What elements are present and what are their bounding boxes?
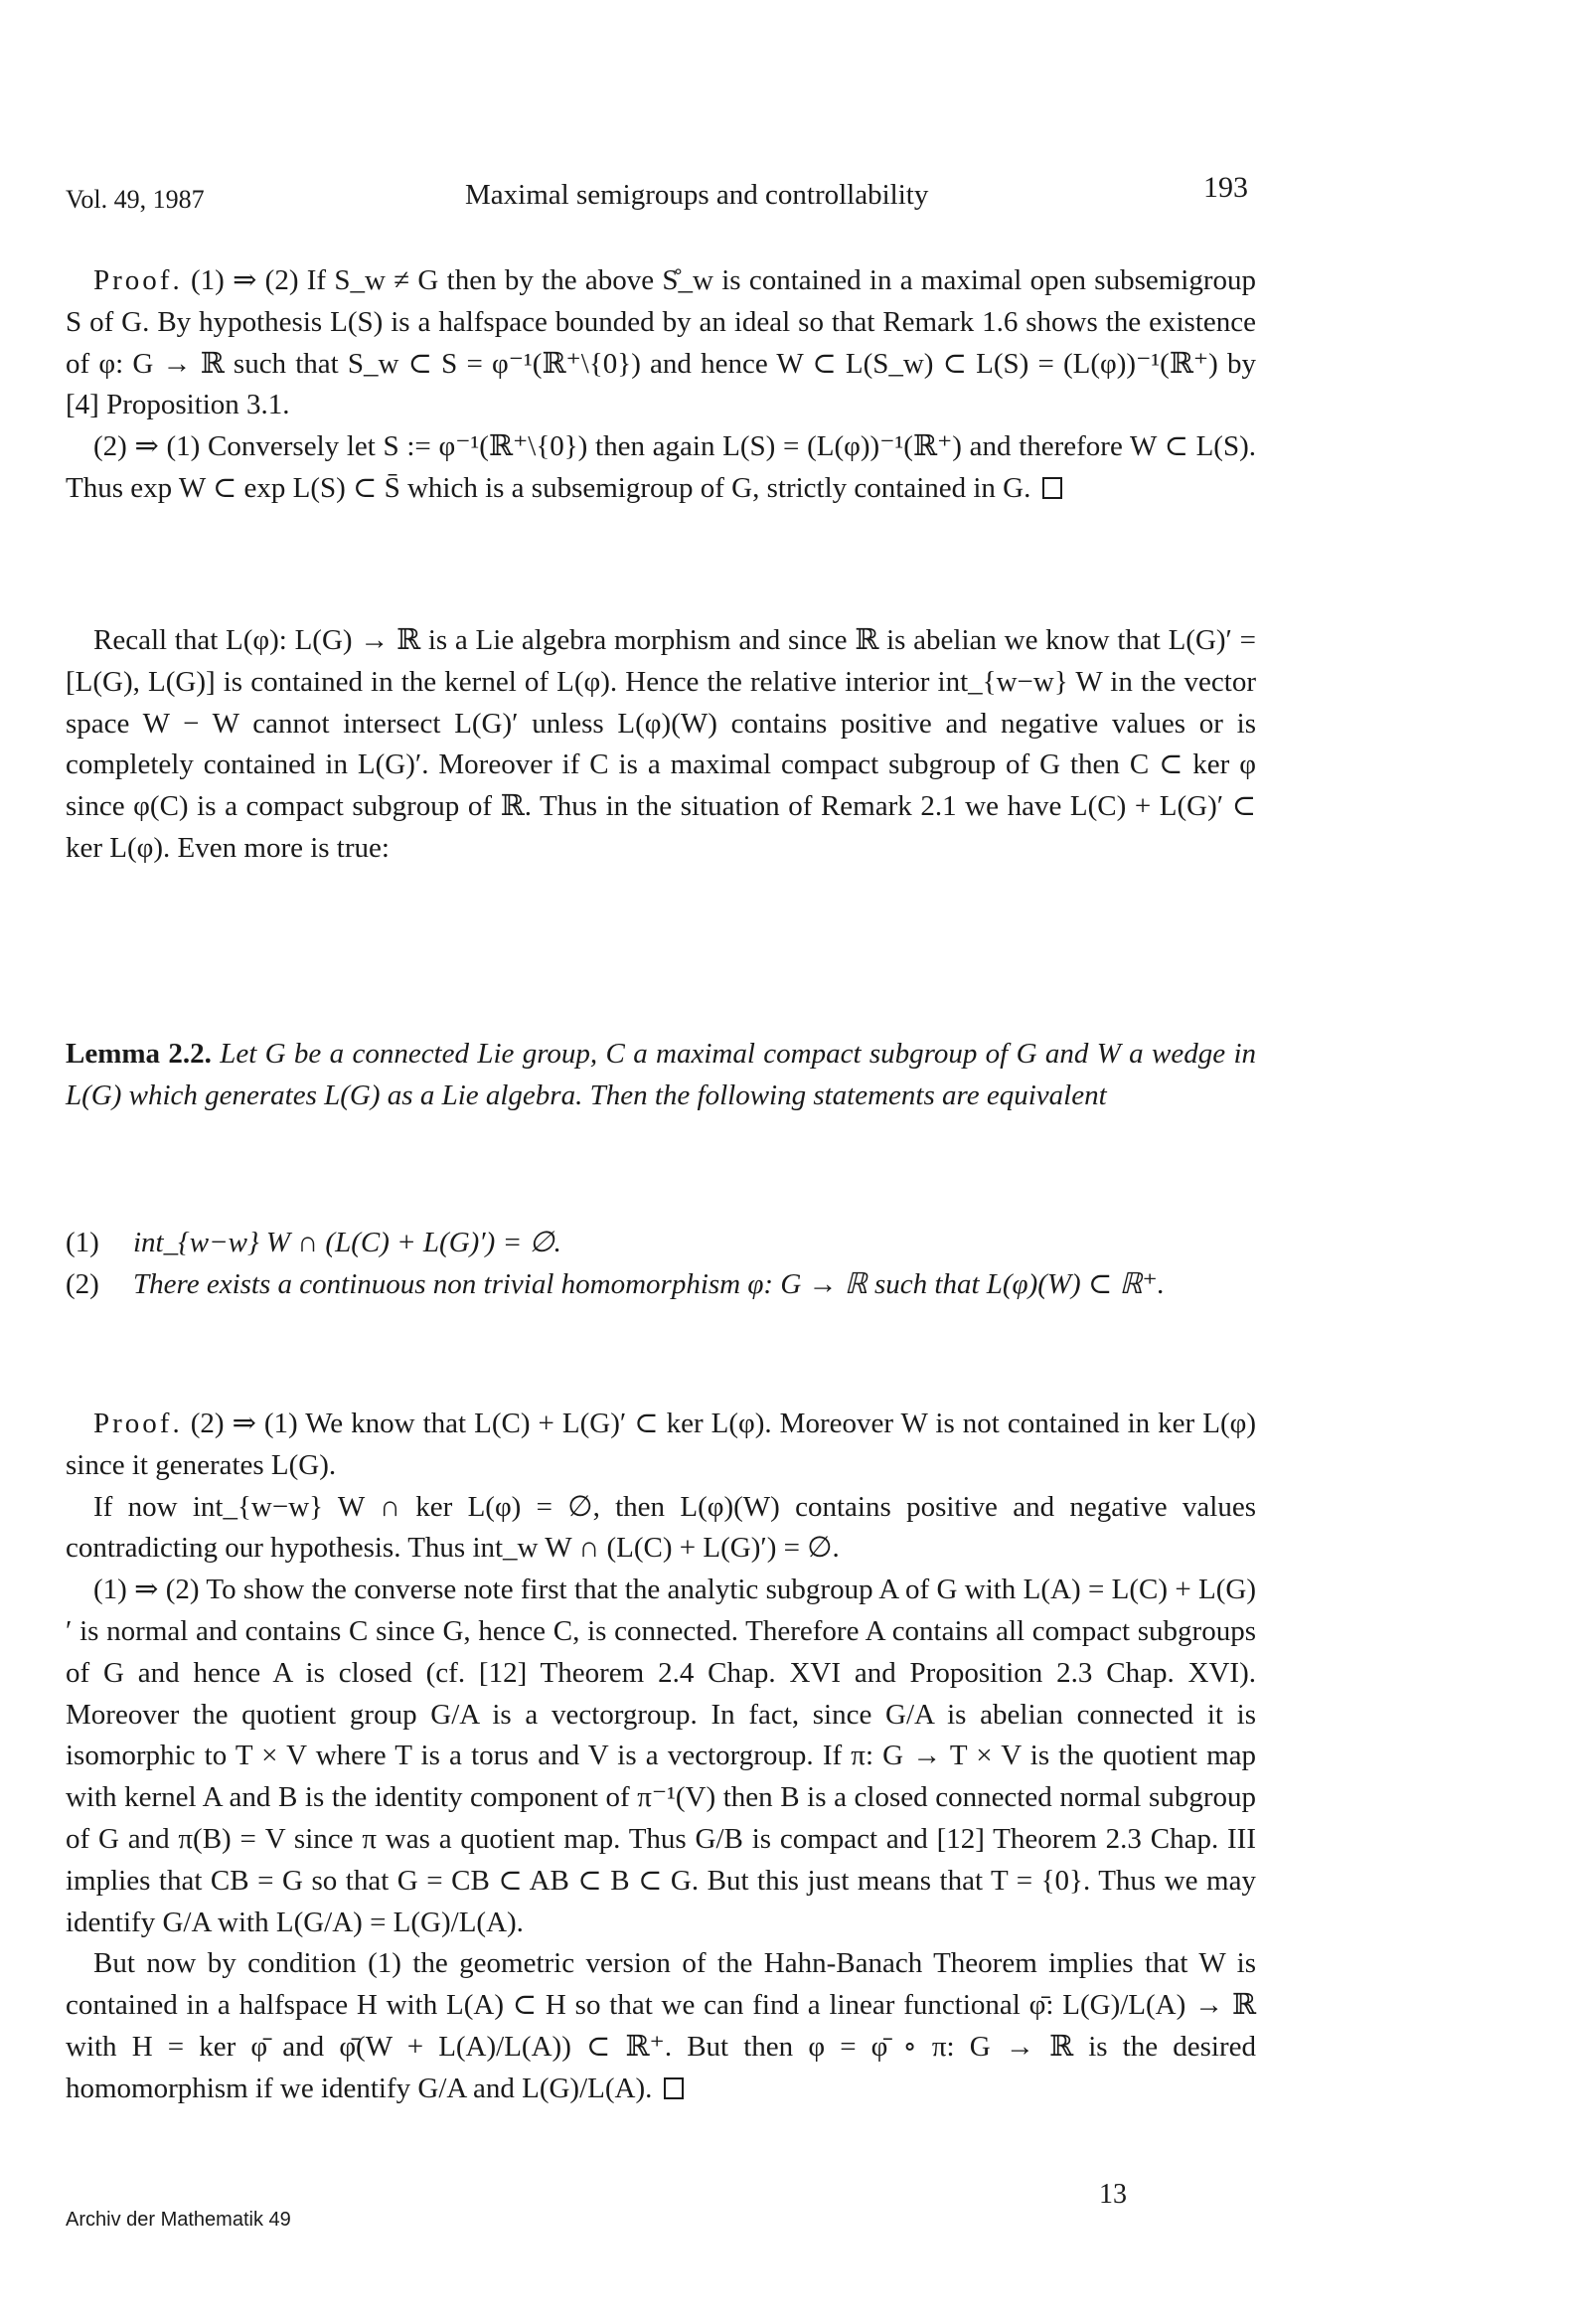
proof-text: But now by condition (1) the geometric version of the Hahn-Banach Theorem implies that W is contained in a halfspace H with L(A) ⊂ H so that we can find a linear functional φ̄: L(G)/L(A) → ℝ with H = ker φ̄ and φ̄(W + L(A)/L(A)) ⊂ ℝ⁺. But then φ = φ̄ ∘ π: G → ℝ is the desired homomorphism if we identify G/A and L(G)/L(A).	[66, 1947, 1256, 2104]
proof-label: Proof.	[93, 1408, 183, 1439]
qed-square-icon	[664, 2077, 684, 2099]
proof-paragraph	[66, 1404, 1256, 1487]
paragraph-text: Recall that L(φ): L(G) → ℝ is a Lie algebra morphism and since ℝ is abelian we know that L(G)′ = [L(G), L(G)] is contained in the kernel of L(φ). Hence the relative interior int_{w−w} W in the vector space W − W cannot intersect L(G)′ unless L(φ)(W) contains positive and negative values or is completely contained in L(G)′. Moreover if C is a maximal compact subgroup of G then C ⊂ ker φ since φ(C) is a compact subgroup of ℝ. Thus in the situation of Remark 2.1 we have L(C) + L(G)′ ⊂ ker L(φ). Even more is true:	[66, 624, 1256, 864]
proof-block-1	[66, 260, 1256, 510]
volume-info: Vol. 49, 1987	[66, 185, 205, 214]
page-footer	[66, 2179, 1159, 2239]
condition-number: (1)	[66, 1227, 99, 1258]
condition-text: There exists a continuous non trivial homomorphism φ: G → ℝ such that L(φ)(W) ⊂ ℝ⁺.	[133, 1267, 1166, 1300]
proof-paragraph	[66, 1943, 1256, 2109]
condition-number: (2)	[66, 1267, 99, 1300]
lemma-condition-2	[66, 1264, 1256, 1306]
lemma-condition-1	[66, 1223, 1256, 1264]
signature-mark: 13	[1099, 2179, 1127, 2210]
proof-paragraph	[66, 260, 1256, 426]
running-header	[66, 171, 1248, 215]
proof-paragraph	[66, 426, 1256, 510]
lemma-text: Let G be a connected Lie group, C a maximal compact subgroup of G and W a wedge in L(G) which generates L(G) as a Lie algebra. Then the following statements are equivalent	[66, 1038, 1257, 1111]
journal-name: Archiv der Mathematik 49	[66, 2209, 291, 2231]
proof-text: (1) ⇒ (2) If S_w ≠ G then by the above S̊_w is contained in a maximal open subsemigroup S of G. By hypothesis L(S) is a halfspace bounded by an ideal so that Remark 1.6 shows the existence of φ: G → ℝ such that S_w ⊂ S = φ⁻¹(ℝ⁺\{0}) and hence W ⊂ L(S_w) ⊂ L(S) = (L(φ))⁻¹(ℝ⁺) by [4] Proposition 3.1.	[66, 264, 1257, 421]
lemma-paragraph	[66, 1034, 1256, 1117]
proof-text: (2) ⇒ (1) Conversely let S := φ⁻¹(ℝ⁺\{0}) then again L(S) = (L(φ))⁻¹(ℝ⁺) and therefore W ⊂ L(S). Thus exp W ⊂ exp L(S) ⊂ S̄ which is a subsemigroup of G, strictly contained in G.	[66, 430, 1256, 504]
proof-block-2	[66, 1404, 1256, 2110]
proof-paragraph: (1) ⇒ (2) To show the converse note first that the analytic subgroup A of G with L(A) = L(C) + L(G)′ is normal and contains C since G, hence C, is connected. Therefore A contains all compact subgroups of G and hence A is closed (cf. [12] Theorem 2.4 Chap. XVI and Proposition 2.3 Chap. XVI). Moreover the quotient group G/A is a vectorgroup. In fact, since G/A is abelian connected it is isomorphic to T × V where T is a torus and V is a vectorgroup. If π: G → T × V is the quotient map with kernel A and B is the identity component of π⁻¹(V) then B is a closed connected normal subgroup of G and π(B) = V since π was a quotient map. Thus G/B is compact and [12] Theorem 2.3 Chap. III implies that CB = G so that G = CB ⊂ AB ⊂ B ⊂ G. But this just means that T = {0}. Thus we may identify G/A with L(G/A) = L(G)/L(A).	[66, 1574, 1256, 1938]
condition-text: int_{w−w} W ∩ (L(C) + L(G)′) = ∅.	[133, 1227, 561, 1258]
lemma-conditions	[66, 1223, 1256, 1306]
running-title: Maximal semigroups and controllability	[465, 179, 929, 211]
recall-paragraph	[66, 620, 1256, 870]
page-number: 193	[1203, 171, 1248, 204]
proof-paragraph: If now int_{w−w} W ∩ ker L(φ) = ∅, then L(φ)(W) contains positive and negative values contradicting our hypothesis. Thus int_w W ∩ (L(C) + L(G)′) = ∅.	[66, 1490, 1256, 1565]
proof-text: (2) ⇒ (1) We know that L(C) + L(G)′ ⊂ ker L(φ). Moreover W is not contained in ker L(φ) since it generates L(G).	[66, 1408, 1256, 1481]
proof-label: Proof.	[93, 264, 183, 296]
lemma-statement	[66, 1034, 1256, 1117]
lemma-name: Lemma 2.2.	[66, 1038, 212, 1070]
qed-square-icon	[1042, 477, 1062, 499]
